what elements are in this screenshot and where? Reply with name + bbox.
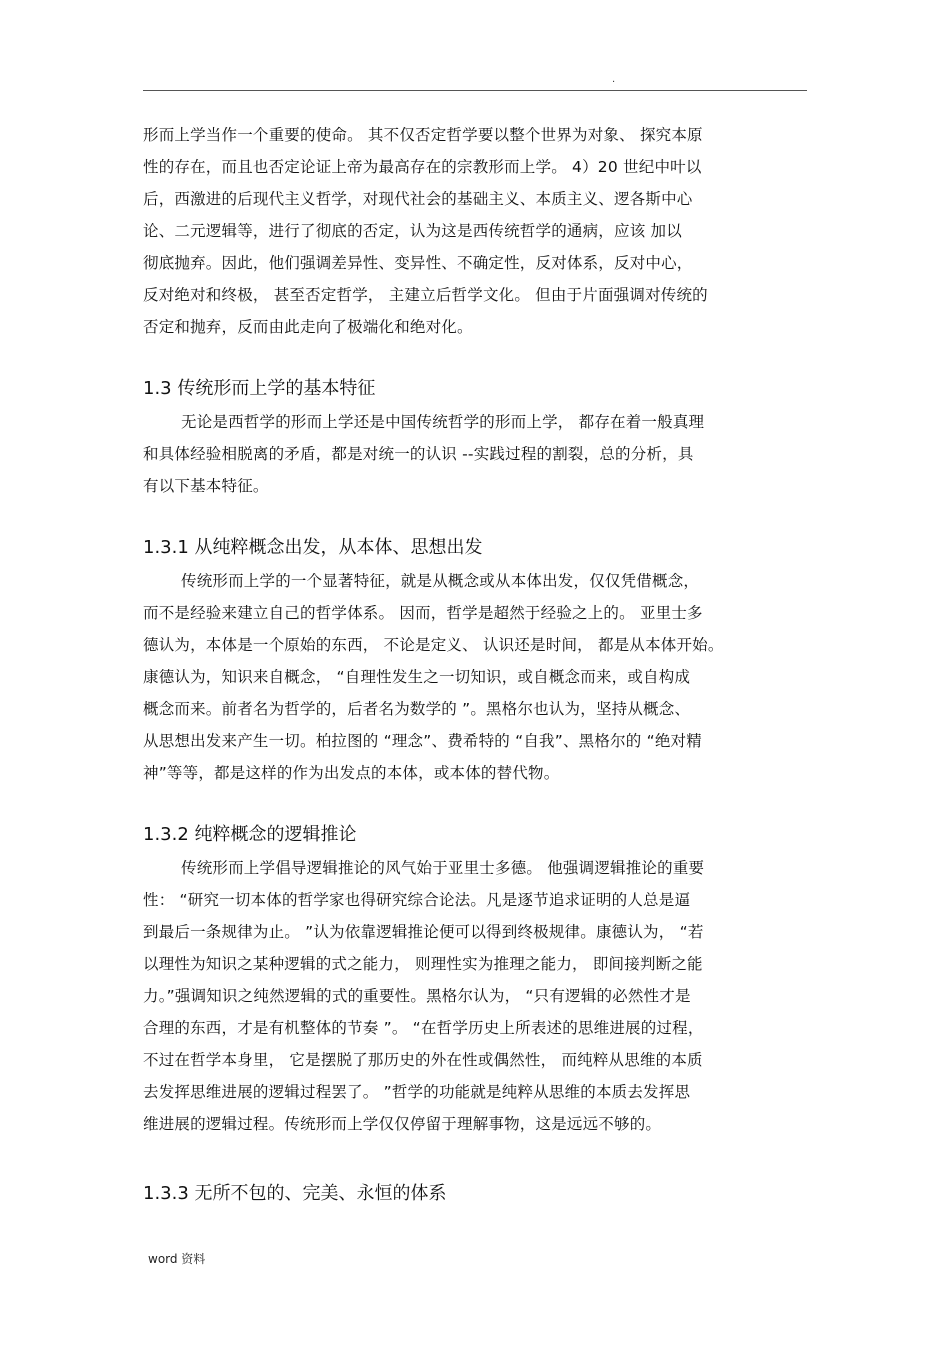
header-rule xyxy=(143,90,807,91)
header-mark: . xyxy=(612,74,616,85)
paragraph-line: 概念而来。前者名为哲学的，后者名为数学的 ”。黑格尔也认为，坚持从概念、 xyxy=(143,700,691,718)
paragraph-line: 传统形而上学倡导逻辑推论的风气始于亚里士多德。 他强调逻辑推论的重要 xyxy=(181,859,705,877)
paragraph-line: 彻底抛弃。因此，他们强调差异性、变异性、不确定性，反对体系，反对中心， xyxy=(143,254,693,272)
paragraph-line: 性： “研究一切本体的哲学家也得研究综合论法。凡是逐节追求证明的人总是逼 xyxy=(143,891,691,909)
paragraph-line: 而不是经验来建立自己的哲学体系。 因而，哲学是超然于经验之上的。 亚里士多 xyxy=(143,604,703,622)
paragraph-line: 反对绝对和终极， 甚至否定哲学， 主建立后哲学文化。 但由于片面强调对传统的 xyxy=(143,286,708,304)
paragraph-line: 论、二元逻辑等，进行了彻底的否定，认为这是西传统哲学的通病，应该 加以 xyxy=(143,222,682,240)
section-heading-1-3-2: 1.3.2 纯粹概念的逻辑推论 xyxy=(143,824,357,845)
paragraph-line: 神”等等，都是这样的作为出发点的本体，或本体的替代物。 xyxy=(143,764,560,782)
section-1-3-1-paragraph xyxy=(143,565,811,789)
paragraph-line: 有以下基本特征。 xyxy=(143,477,269,495)
paragraph-line: 以理性为知识之某种逻辑的式之能力， 则理性实为推理之能力， 即间接判断之能 xyxy=(143,955,703,973)
paragraph-line: 力。”强调知识之纯然逻辑的式的重要性。黑格尔认为， “只有逻辑的必然性才是 xyxy=(143,987,691,1005)
section-heading-1-3: 1.3 传统形而上学的基本特征 xyxy=(143,378,376,399)
footer-label: word 资料 xyxy=(148,1252,206,1266)
paragraph-line: 形而上学当作一个重要的使命。 其不仅否定哲学要以整个世界为对象、 探究本原 xyxy=(143,126,703,144)
section-1-3-2-paragraph xyxy=(143,852,811,1140)
paragraph-line: 去发挥思维进展的逻辑过程罢了。 ”哲学的功能就是纯粹从思维的本质去发挥思 xyxy=(143,1083,691,1101)
paragraph-line: 德认为，本体是一个原始的东西， 不论是定义、 认识还是时间， 都是从本体开始。 xyxy=(143,636,724,654)
paragraph-line: 合理的东西，才是有机整体的节奏 ”。 “在哲学历史上所表述的思维进展的过程， xyxy=(143,1019,704,1037)
page-body xyxy=(143,119,811,1209)
paragraph-line: 后，西激进的后现代主义哲学，对现代社会的基础主义、本质主义、逻各斯中心 xyxy=(143,190,693,208)
paragraph-line: 到最后一条规律为止。 ”认为依靠逻辑推论便可以得到终极规律。康德认为， “若 xyxy=(143,923,704,941)
paragraph-line: 康德认为，知识来自概念， “自理性发生之一切知识，或自概念而来，或自构成 xyxy=(143,668,691,686)
section-heading-1-3-3: 1.3.3 无所不包的、完美、永恒的体系 xyxy=(143,1183,447,1204)
intro-paragraph xyxy=(143,119,811,343)
paragraph-line: 维进展的逻辑过程。传统形而上学仅仅停留于理解事物，这是远远不够的。 xyxy=(143,1115,662,1133)
paragraph-line: 从思想出发来产生一切。柏拉图的 “理念”、费希特的 “自我”、黑格尔的 “绝对精 xyxy=(143,732,702,750)
paragraph-line: 不过在哲学本身里， 它是摆脱了那历史的外在性或偶然性， 而纯粹从思维的本质 xyxy=(143,1051,703,1069)
section-1-3-paragraph xyxy=(143,406,811,502)
paragraph-line: 和具体经验相脱离的矛盾，都是对统一的认识 --实践过程的割裂，总的分析，具 xyxy=(143,445,694,463)
paragraph-line: 无论是西哲学的形而上学还是中国传统哲学的形而上学， 都存在着一般真理 xyxy=(181,413,705,431)
paragraph-line: 传统形而上学的一个显著特征，就是从概念或从本体出发，仅仅凭借概念， xyxy=(181,572,700,590)
paragraph-line: 否定和抛弃，反而由此走向了极端化和绝对化。 xyxy=(143,318,473,336)
section-heading-1-3-1: 1.3.1 从纯粹概念出发，从本体、思想出发 xyxy=(143,537,483,558)
paragraph-line: 性的存在，而且也否定论证上帝为最高存在的宗教形而上学。 4）20 世纪中叶以 xyxy=(143,158,702,176)
